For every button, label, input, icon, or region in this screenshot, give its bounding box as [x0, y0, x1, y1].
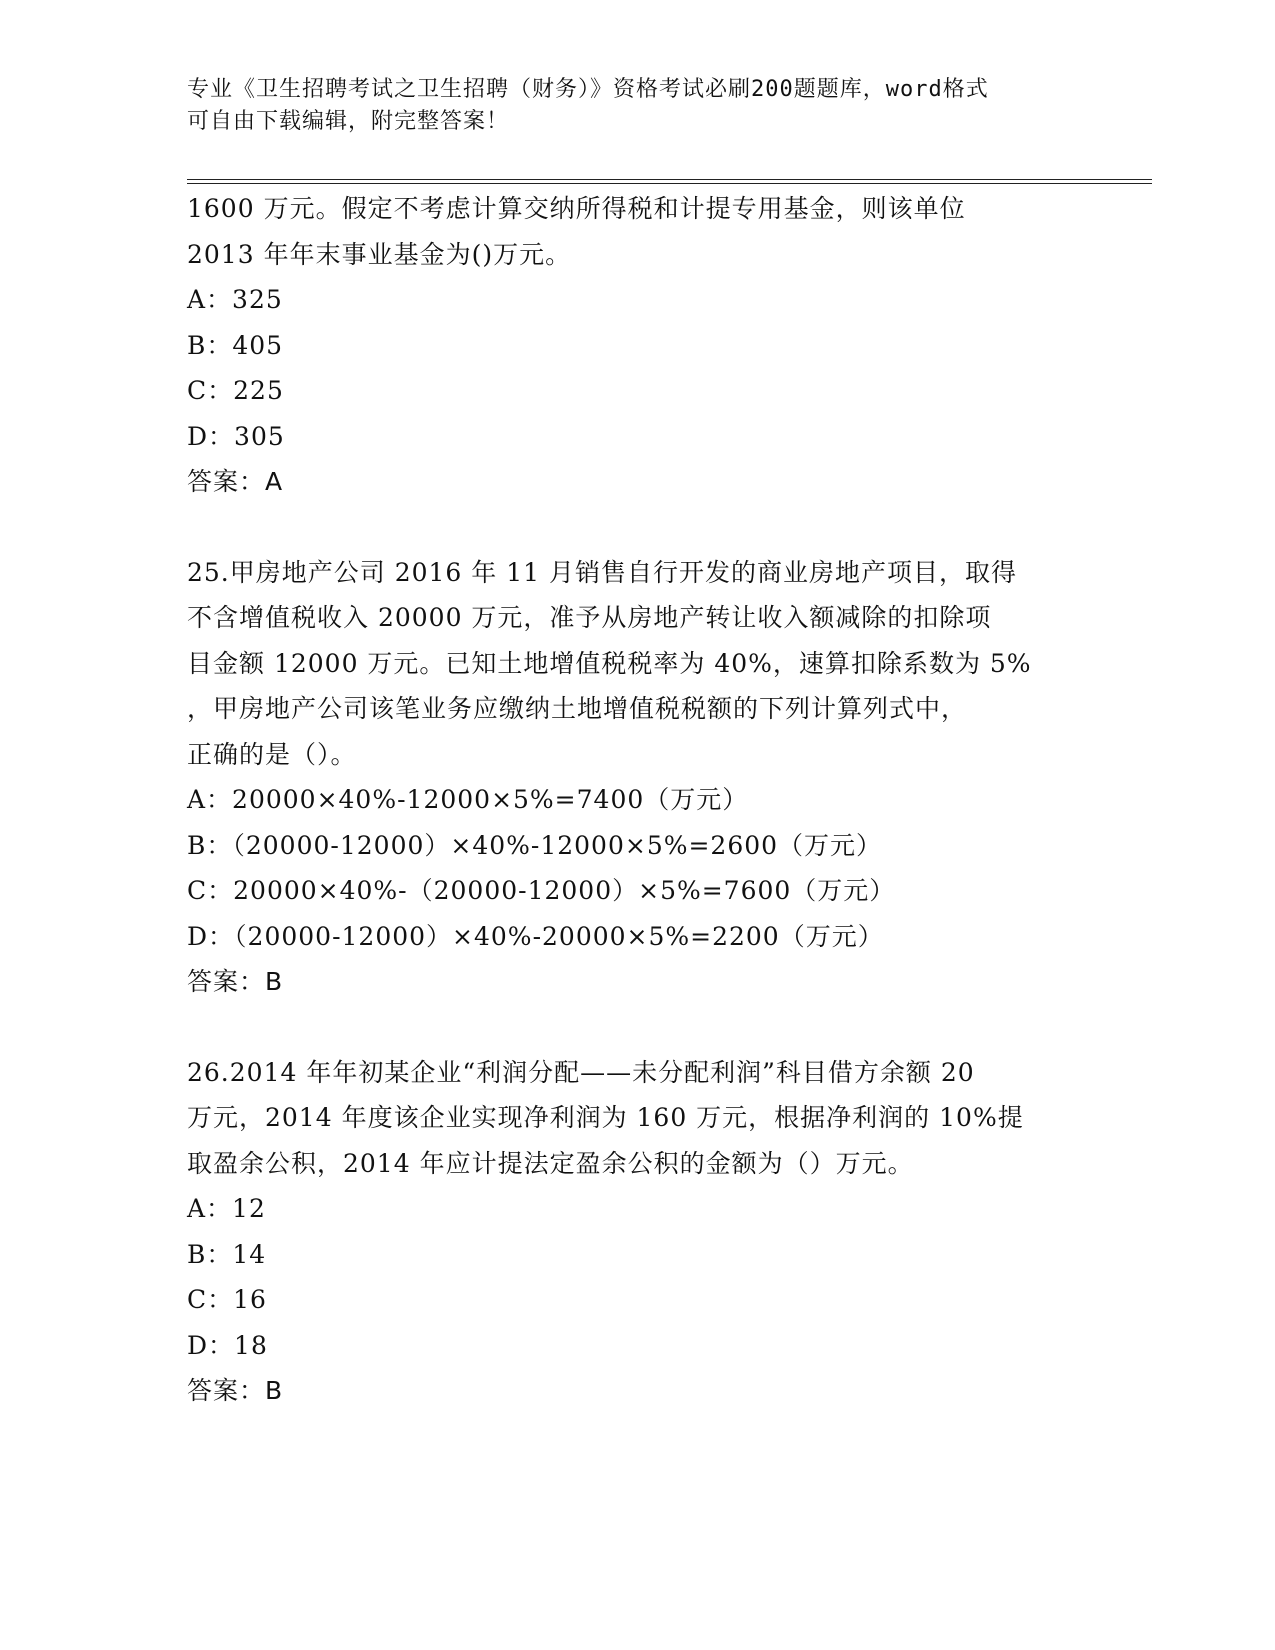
question-stem-line: 取盈余公积，2014 年应计提法定盈余公积的金额为（）万元。 [187, 1148, 914, 1178]
header-divider-top [187, 179, 1152, 180]
option-b: B：14 [187, 1239, 267, 1269]
header-line-1: 专业《卫生招聘考试之卫生招聘（财务）》资格考试必刷200题题库，word格式 [187, 77, 989, 102]
option-c: C：225 [187, 376, 284, 405]
header-line-2: 可自由下载编辑，附完整答案！ [187, 109, 510, 134]
option-b: B：（20000-12000）×40%-12000×5%=2600（万元） [187, 830, 883, 860]
question-stem-line: 2013 年年末事业基金为()万元。 [187, 239, 572, 269]
question-stem-line: ，甲房地产公司该笔业务应缴纳土地增值税税额的下列计算列式中， [187, 694, 968, 723]
question-24 [187, 186, 1087, 505]
question-stem-line: 25.甲房地产公司 2016 年 11 月销售自行开发的商业房地产项目，取得 [187, 557, 1017, 587]
document-body [187, 186, 1087, 1414]
spacer [187, 1005, 1087, 1050]
question-25 [187, 550, 1087, 1005]
question-stem-line: 26.2014 年年初某企业“利润分配——未分配利润”科目借方余额 20 [187, 1057, 975, 1087]
answer: 答案：A [187, 467, 284, 496]
question-26 [187, 1050, 1087, 1414]
question-stem-line: 目金额 12000 万元。已知土地增值税税率为 40%，速算扣除系数为 5% [187, 648, 1032, 678]
question-stem-line: 正确的是（）。 [187, 739, 357, 769]
option-c: C：20000×40%-（20000-12000）×5%=7600（万元） [187, 876, 896, 905]
header-divider-bottom [187, 183, 1152, 184]
option-d: D：18 [187, 1330, 268, 1360]
spacer [187, 505, 1087, 550]
document-header [187, 74, 1067, 138]
question-stem-line: 1600 万元。假定不考虑计算交纳所得税和计提专用基金，则该单位 [187, 194, 966, 223]
option-d: D：305 [187, 421, 285, 451]
option-c: C：16 [187, 1285, 267, 1314]
option-b: B：405 [187, 330, 284, 360]
question-stem-line: 万元，2014 年度该企业实现净利润为 160 万元，根据净利润的 10%提 [187, 1103, 1024, 1132]
answer: 答案：B [187, 967, 284, 996]
answer: 答案：B [187, 1376, 284, 1405]
question-stem-line: 不含增值税收入 20000 万元，准予从房地产转让收入额减除的扣除项 [187, 603, 992, 632]
option-d: D：（20000-12000）×40%-20000×5%=2200（万元） [187, 921, 884, 951]
option-a: A：20000×40%-12000×5%=7400（万元） [187, 785, 749, 814]
option-a: A：325 [187, 285, 283, 314]
option-a: A：12 [187, 1194, 266, 1223]
